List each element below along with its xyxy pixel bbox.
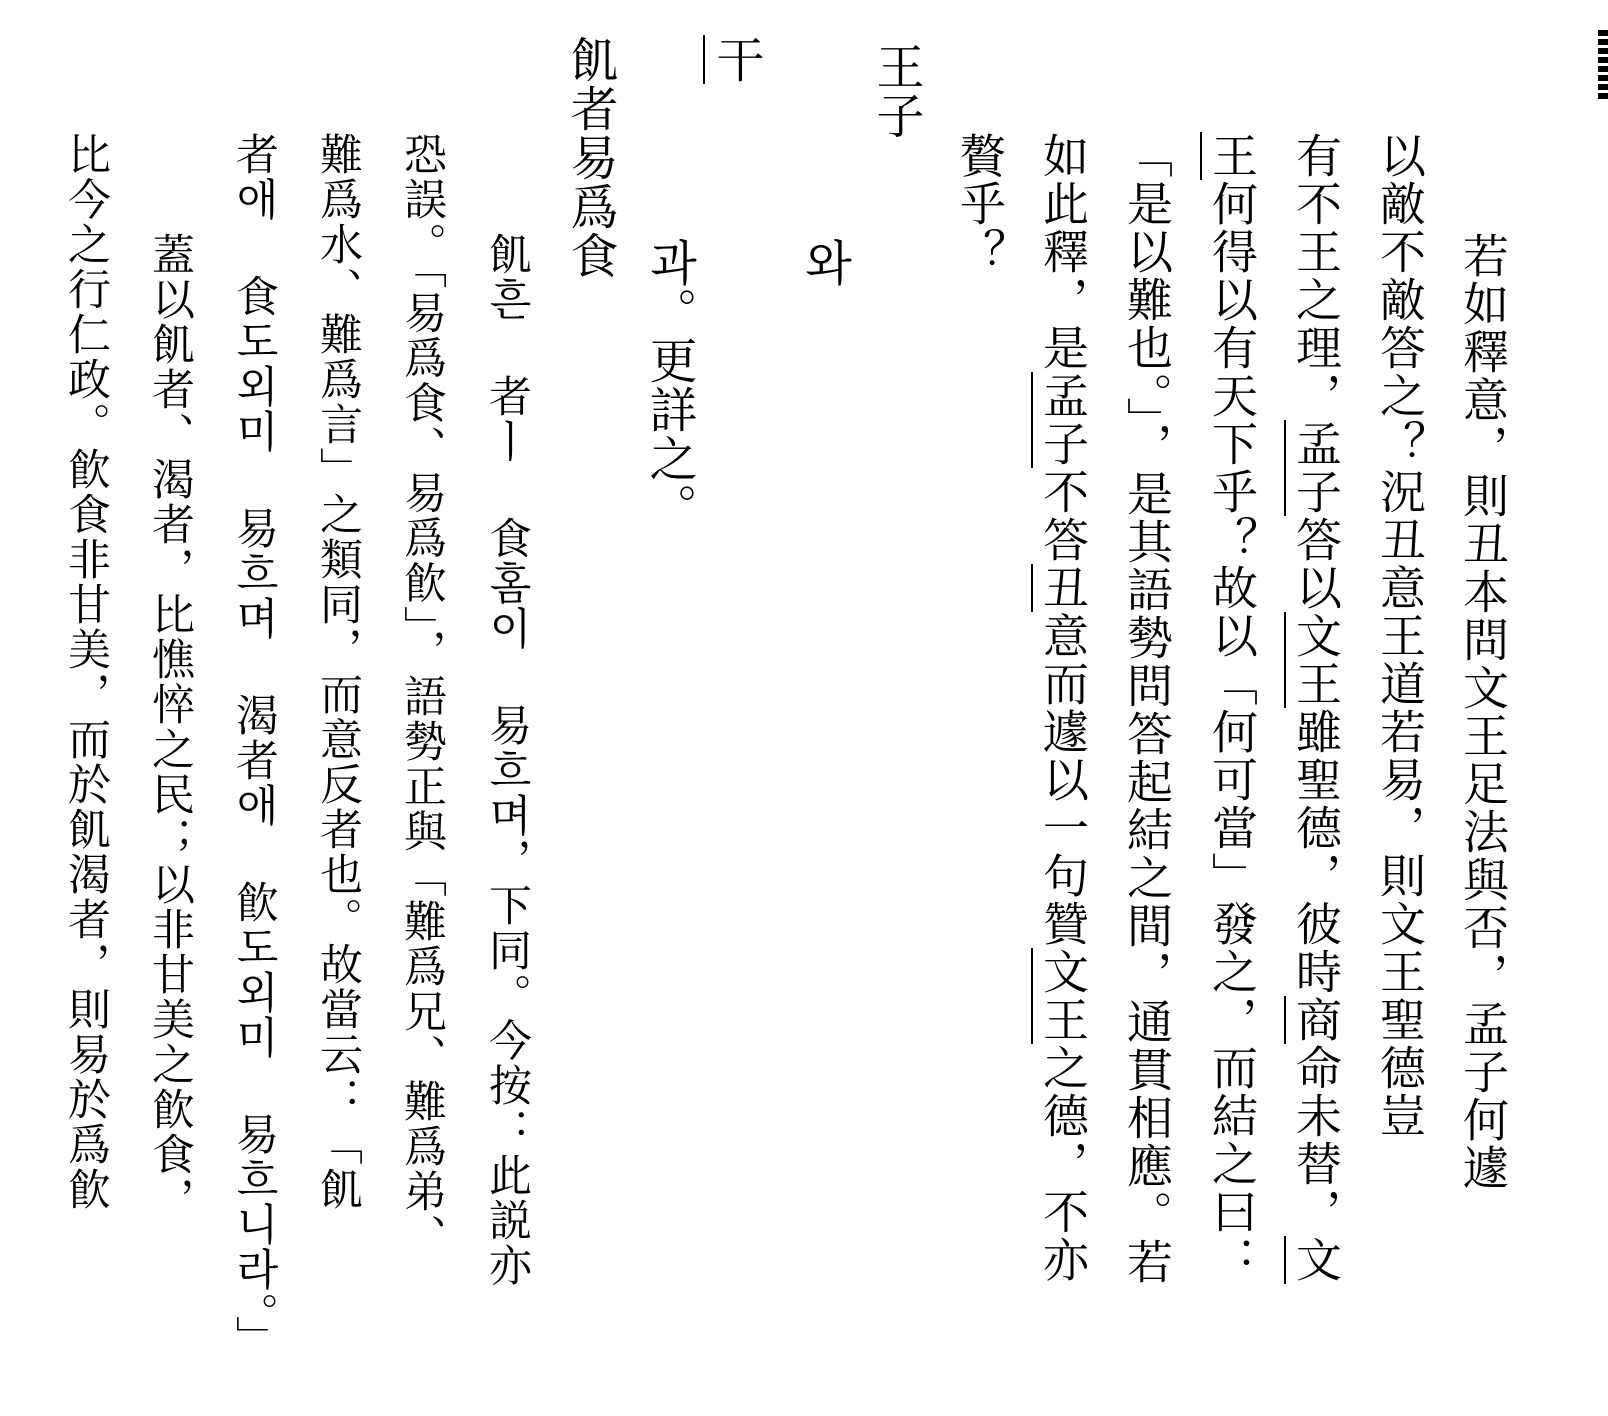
commentary-column-6 (1036, 132, 1090, 1284)
page-edge-mark (1598, 30, 1608, 100)
annotation-column-5: 蓋以飢者、渴者，比憔悴之民；以非甘美之飮食， (145, 232, 195, 1222)
commentary-text: 如此釋，是 (1036, 132, 1090, 372)
annotation-column-6: 比今之行仁政。飮食非甘美，而於飢渴者，則易於爲飮 (61, 132, 111, 1212)
heading-gan (708, 35, 764, 84)
commentary-text: 不答 (1036, 468, 1090, 564)
commentary-text: 何得以有天下乎？故以「何可當」發之，而結之曰： (1205, 180, 1259, 1284)
annotation-column-4: 者애 食도외미 易흐며 渴者애 飮도외미 易흐니라。」 (229, 132, 279, 1361)
commentary-text: 意而遽以一句贊 (1036, 612, 1090, 948)
commentary-text: 有不王之理， (1289, 132, 1343, 420)
proper-noun-mengzi: 孟子 (1031, 372, 1090, 468)
commentary-text: 之德，不亦 (1036, 1044, 1090, 1284)
proper-noun-wang: 王 (1200, 132, 1259, 180)
annotation-column-1: 飢흔 者ㅣ 食홈이 易흐며，下同。今按：此説亦 (482, 232, 532, 1288)
proper-noun-wen: 文 (1284, 1236, 1343, 1284)
annotation-column-3: 難爲水、難爲言」之類同，而意反者也。故當云：「飢 (313, 132, 363, 1212)
proper-noun-shang: 商 (1284, 996, 1343, 1044)
annotation-column-2: 恐誤。「易爲食、易爲飮」，語勢正與「難爲兄、難爲弟、 (397, 132, 447, 1259)
proper-noun-wenwang: 文王 (1284, 612, 1343, 708)
commentary-column-2: 以敵不敵答之？況丑意王道若易，則文王聖德豈 (1373, 132, 1427, 1140)
commentary-column-4 (1205, 132, 1259, 1284)
proper-noun-wenwang: 文王 (1031, 948, 1090, 1044)
commentary-column-1: 若如釋意，則丑本問文王足法與否，孟子何遽 (1456, 232, 1510, 1192)
proper-noun-chou: 丑 (1031, 564, 1090, 612)
heading-jizhe-yiweishi: 飢者易爲食 (562, 35, 618, 280)
heading-gan-gloss: 과。更詳之。 (641, 238, 697, 532)
commentary-text: 雖聖德，彼時 (1289, 708, 1343, 996)
commentary-column-3 (1289, 132, 1343, 1284)
commentary-text: 答以 (1289, 516, 1343, 612)
heading-wangzi-gloss: 와 (796, 238, 852, 287)
commentary-column-7: 贅乎？ (953, 132, 1007, 276)
heading-gan-term: 干 (703, 35, 764, 84)
commentary-text: 命未替， (1289, 1044, 1343, 1236)
commentary-column-5: 「是以難也。」，是其語勢問答起結之間，通貫相應。若 (1120, 132, 1174, 1286)
proper-noun-mengzi: 孟子 (1284, 420, 1343, 516)
heading-wangzi: 王子 (868, 42, 924, 140)
